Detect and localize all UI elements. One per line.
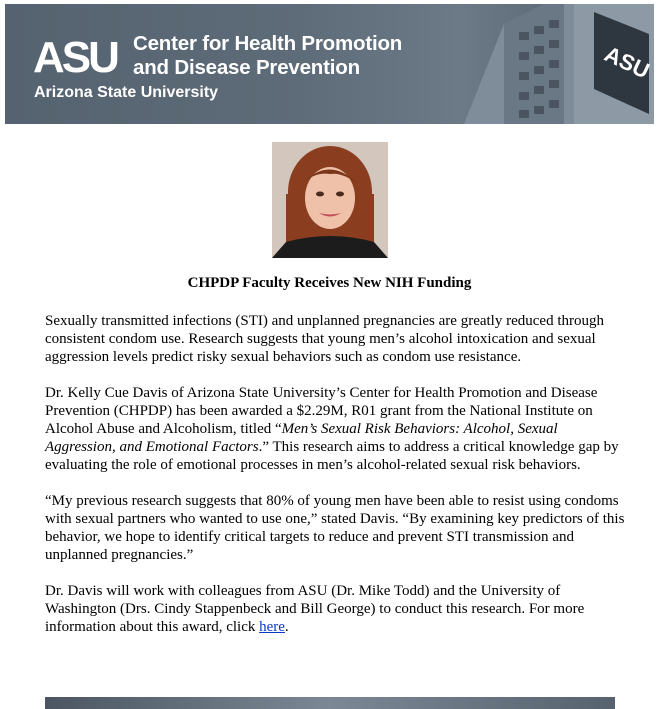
center-name: [133, 32, 402, 80]
svg-text:ASU: ASU: [600, 41, 654, 84]
header-banner: [5, 4, 654, 124]
asu-logo: [33, 32, 135, 78]
more-info-link[interactable]: here: [259, 619, 285, 635]
center-name-line1: Center for Health Promotion: [133, 32, 403, 55]
footer-banner: [45, 697, 615, 709]
grant-title: Men’s Sexual Risk Behaviors: Alcohol, Sexual Aggression, and Emotional Factors: [45, 421, 558, 455]
paragraph-2-start: Dr. Kelly Cue Davis of Arizona State University’s Center for Health Promotion and Disease Prevention (CHPDP) has been awarded a $2.29M, R01 grant from the National Institute on Alcohol Abuse and Alcoholism, titled “: [45, 385, 598, 437]
paragraph-4-end: .: [284, 619, 289, 635]
paragraph-1: Sexually transmitted infections (STI) and unplanned pregnancies are greatly reduced through consistent condom use. Research suggests that young men’s alcohol intoxication and sexual aggression levels predict risky sexual behaviors such as condom use resistance.: [45, 313, 604, 365]
building-image: [424, 4, 654, 124]
article-body: [45, 312, 625, 654]
paragraph-3: “My previous research suggests that 80% of young men have been able to resist using condoms with sexual partners who wanted to use one,” stated Davis. “By examining key predictors of this behavior, we hope to identify critical targets to reduce and prevent STI transmission and unplanned pregnancies.”: [45, 493, 625, 563]
paragraph-2: [45, 384, 625, 474]
paragraph-4-start: Dr. Davis will work with colleagues from ASU (Dr. Mike Todd) and the University of Washington (Drs. Cindy Stappenbeck and Bill George) to conduct this research. For more information about this award, click: [45, 583, 585, 635]
paragraph-2-end: .” This research aims to address a critical knowledge gap by evaluating the role of emotional processes in men’s alcohol-related sexual risk behaviors.: [45, 439, 619, 473]
university-name: Arizona State University: [34, 84, 219, 101]
paragraph-4: [45, 582, 625, 636]
svg-text:ASU: ASU: [33, 33, 117, 78]
profile-photo: [272, 142, 388, 258]
center-name-line2: and Disease Prevention: [133, 56, 360, 79]
article-headline: CHPDP Faculty Receives New NIH Funding: [187, 275, 472, 291]
